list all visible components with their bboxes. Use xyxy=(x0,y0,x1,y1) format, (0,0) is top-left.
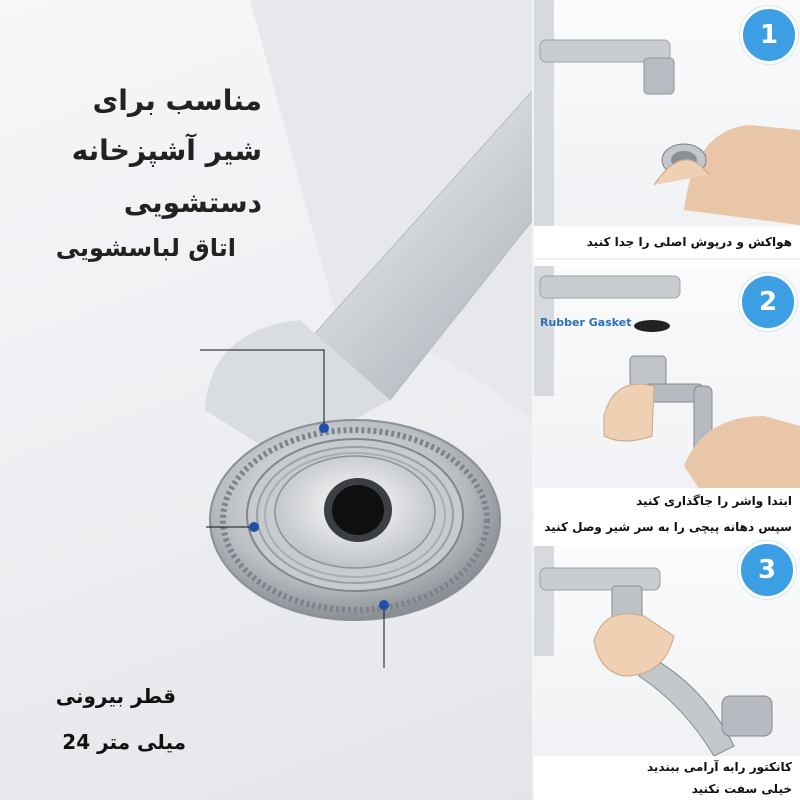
step-2-caption-line-1: ابتدا واشر را جاگذاری کنید xyxy=(636,494,792,508)
step-2-badge: 2 xyxy=(739,273,797,331)
headline-line-2: شیر آشپزخانه xyxy=(71,134,262,167)
headline-line-3: دستشویی xyxy=(123,186,262,219)
step-2-caption xyxy=(534,488,800,542)
headline-line-1: مناسب برای xyxy=(92,84,262,117)
headline-line-4: اتاق لباسشویی xyxy=(55,234,236,262)
step-2-caption-line-2: سپس دهانه پیچی را به سر شیر وصل کنید xyxy=(544,520,792,534)
step-1-badge: 1 xyxy=(740,6,798,64)
step-1-caption: هواکش و درپوش اصلی را جدا کنید xyxy=(534,226,800,258)
step-3-caption-line-2: خیلی سفت نکنید xyxy=(691,782,792,796)
step-3-badge: 3 xyxy=(738,541,796,599)
outer-diameter-value: میلی متر 24 xyxy=(62,730,186,754)
step-3-caption-line-1: کانکتور رابه آرامی ببندید xyxy=(646,760,792,774)
step-3-caption xyxy=(534,756,800,800)
outer-diameter-label: قطر بیرونی xyxy=(55,684,176,708)
rubber-gasket-label: Rubber Gasket xyxy=(540,316,632,329)
